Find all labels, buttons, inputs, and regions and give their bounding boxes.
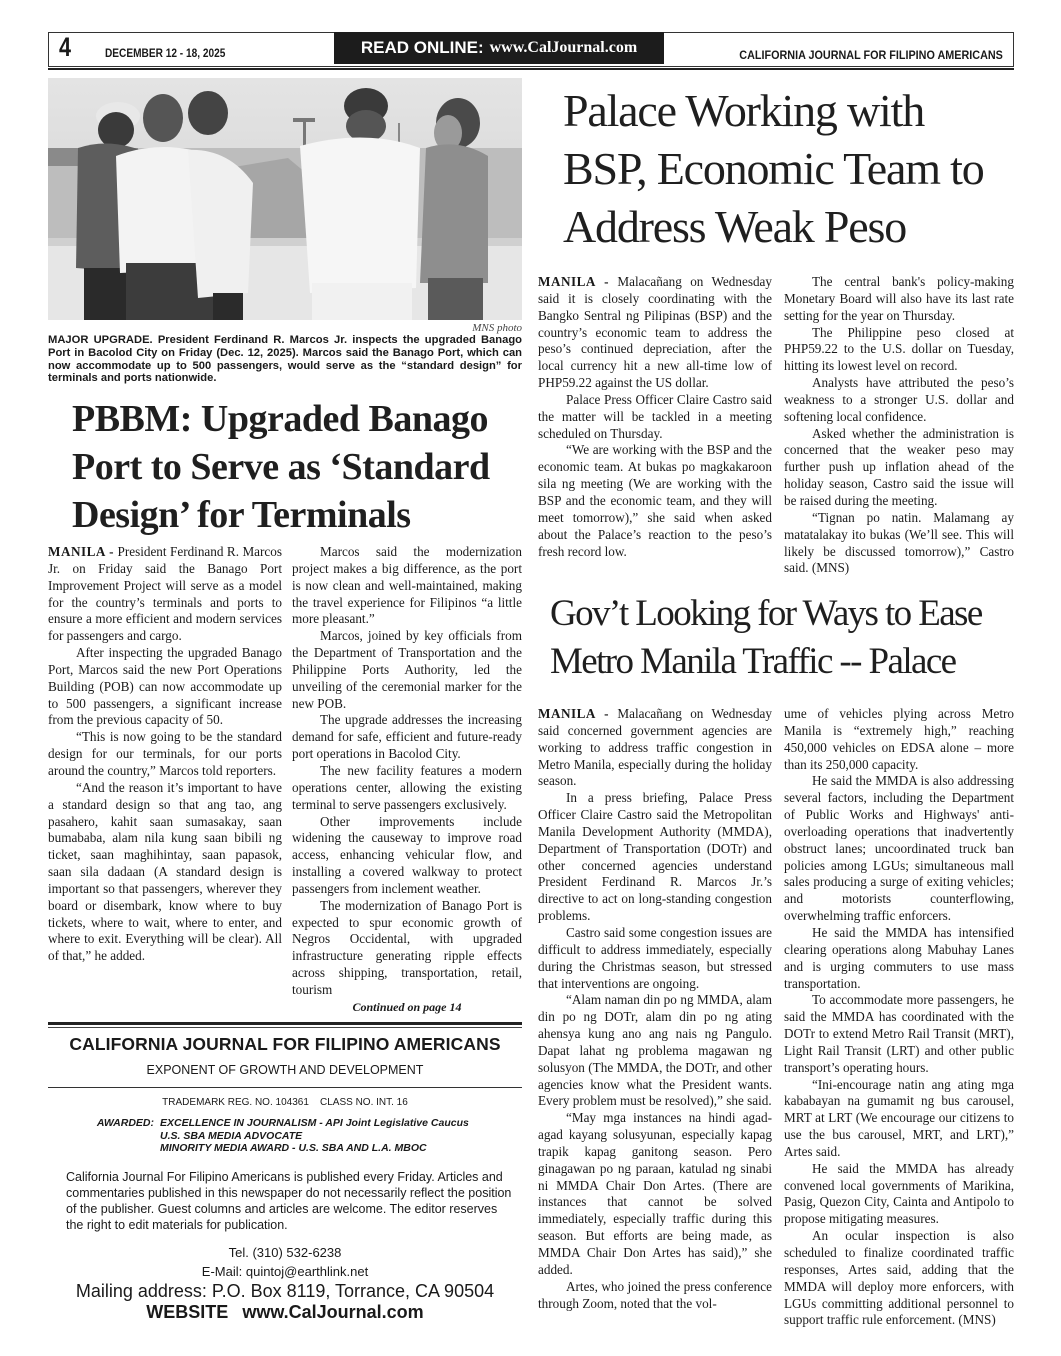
page-number: 4 [59, 32, 72, 62]
dateline: MANILA - [48, 544, 115, 559]
article-photo [48, 78, 522, 320]
continued-link[interactable]: Continued on page 14 [352, 999, 462, 1014]
awards-label: AWARDED: [96, 1117, 154, 1129]
publication-name: CALIFORNIA JOURNAL FOR FILIPINO AMERICANS [739, 48, 1003, 62]
award-item: U.S. SBA MEDIA ADVOCATE [160, 1129, 303, 1142]
photo-caption: MAJOR UPGRADE. President Ferdinand R. Marcos Jr. inspects the upgraded Banago Port in Bacolod City on Friday (Dec. 12, 2025). Marcos said the Banago Port, which can now accommodate up to 500 passengers, would serve as the “standard design” for terminals and ports nationwide. [48, 334, 522, 385]
article-paragraph: “We are working with the BSP and the economic team. At bukas po magkakaroon sila ng meeting (We are working with the BSP and the economic team, and they will meet tomorrow),” she said when asked about the Palace’s reaction to the peso’s fresh record low. [538, 442, 772, 559]
paragraph-text: Malacañang on Wednesday said concerned government agencies are working to address traffic congestion in Metro Manila, especially during the holiday season. [538, 706, 773, 789]
article-paragraph: ume of vehicles plying across Metro Manila is “extremely high,” reaching 450,000 vehicles on EDSA alone – more than its 250,000 capacity. [784, 706, 1014, 772]
article-paragraph: “Alam naman din po ng MMDA, alam din po ng DOTr, alam din po ng ating ahensya kung ano ang nais ng Pangulo. Dapat lahat ng problema magawan ng solusyon (The MMDA, the DOTr, and other agencies know what the President wants. Every problem must be resolved),” she said. [538, 992, 772, 1109]
publisher-mailing-address: Mailing address: P.O. Box 8119, Torrance, CA 90504 [75, 1280, 495, 1301]
article-paragraph: He said the MMDA is also addressing several factors, including the Department of Public Works and Highways' anti-overloading operations that inadvertently obstruct lanes; uncoordinated truck ban policies among LGUs; simultaneous mall sales producing a surge of exiting vehicles; and motorists counterflowing, overwhelming traffic enforcers. [784, 773, 1014, 924]
publisher-note: California Journal For Filipino Americans is published every Friday. Articles and commentaries published in this newspaper do not necessarily reflect the position of the publisher. Guest columns and articles are welcome. The editor reserves the right to edit materials for publication. [66, 1169, 512, 1232]
website-link[interactable]: www.CalJournal.com [242, 1301, 424, 1322]
masthead [48, 32, 1014, 66]
award-item: MINORITY MEDIA AWARD - U.S. SBA AND L.A. MBOC [160, 1142, 427, 1154]
article-paragraph: “Tignan po natin. Malamang ay matatalakay ito bukas (We’ll see. This will likely be discussed tomorrow),” Castro said. (MNS) [784, 509, 1014, 576]
publisher-divider [48, 1087, 522, 1088]
article-peso-column-2 [784, 274, 1014, 577]
publisher-box-rule [48, 1022, 522, 1028]
article-paragraph [48, 544, 282, 645]
publisher-email[interactable]: E-Mail: quintoj@earthlink.net [201, 1263, 369, 1279]
article-paragraph: An ocular inspection is also scheduled to finalize coordinated traffic responses, Artes said, adding that the MMDA will deploy more enforcers, with LGUs committing additional personnel to support traffic rule enforcement. (MNS) [784, 1228, 1014, 1328]
article-paragraph: Palace Press Officer Claire Castro said the matter will be tackled in a meeting scheduled on Thursday. [538, 391, 772, 441]
read-online-label: READ ONLINE: [360, 38, 484, 57]
headline-weak-peso: Palace Working with BSP, Economic Team to Address Weak Peso [563, 85, 984, 252]
article-paragraph: The central bank's policy-making Monetary Board will also have its last rate setting for the year on Thursday. [784, 274, 1014, 323]
article-paragraph: The upgrade addresses the increasing demand for safe, efficient and future-ready port operations in Bacolod City. [292, 712, 522, 762]
trademark-info: TRADEMARK REG. NO. 104361 CLASS NO. INT. 16 [162, 1097, 408, 1108]
article-banago-column-1 [48, 544, 282, 965]
publisher-website[interactable] [48, 1302, 522, 1323]
article-paragraph: “And the reason it’s important to have a standard design so that ang tao, ang pasahero, kahit saan sumasakay, saan bumababa, alam nila kung saan bibili ng ticket, saan maghihintay, saan papasok, saan sila dadaan (A standard design is important so that passengers, wherever they board or disembark, know where to buy tickets, where to wait, where to enter, and where to exit. Everything will be clear). All of that,” he added. [48, 779, 282, 964]
article-paragraph: To accommodate more passengers, he said the MMDA has coordinated with the DOTr to extend Metro Rail Transit (MRT), Light Rail Transit (LRT) and other public transport’s operating hours. [784, 992, 1014, 1075]
dateline: MANILA - [538, 274, 609, 289]
article-paragraph: In a press briefing, Palace Press Officer Claire Castro said the Metropolitan Manila Development Authority (MMDA), Department of Transportation (DOTr) and other concerned agencies understand President Ferdinand R. Marcos Jr.’s directive to act on long-standing congestion problems. [538, 790, 772, 924]
website-label: WEBSITE [146, 1301, 229, 1322]
read-online-link[interactable]: www.CalJournal.com [489, 39, 638, 56]
article-paragraph [538, 706, 772, 790]
award-item: EXCELLENCE IN JOURNALISM - API Joint Legislative Caucus [160, 1117, 469, 1129]
article-paragraph: Castro said some congestion issues are difficult to address immediately, especially during the Christmas season, but stressed that interventions are ongoing. [538, 924, 772, 991]
article-paragraph: Asked whether the administration is concerned that the weaker peso may further push up inflation ahead of the holiday season, Castro said the issue will be raised during the meeting. [784, 425, 1014, 508]
article-paragraph: Marcos, joined by key officials from the Department of Transportation and the Philippine Ports Authority, led the unveiling of the ceremonial marker for the new POB. [292, 628, 522, 711]
masthead-divider [48, 66, 1014, 70]
article-paragraph: “May mga instances na hindi agad-agad kayang solusyunan, especially kapag trapik kapag ganitong season. Pero ginagawan po ng paraan, katulad ng sinabi ni MMDA Chair Don Artes. (There are instances that cannot be solved immediately, especially traffic during this season. But efforts are being made, as MMDA Chair Don Artes has said),” she added. [538, 1110, 772, 1277]
article-paragraph: Other improvements include widening the causeway to improve road access, enhancing vehicular flow, and installing a covered walkway to protect passengers from inclement weather. [292, 813, 522, 896]
article-paragraph [538, 274, 772, 392]
publisher-tagline: EXPONENT OF GROWTH AND DEVELOPMENT [146, 1063, 424, 1077]
photo-credit: MNS photo [472, 322, 522, 334]
article-paragraph: He said the MMDA has intensified clearing operations along Mabuhay Lanes and is urging commuters to use mass transportation. [784, 924, 1014, 991]
awards-list [48, 1117, 522, 1155]
article-traffic-column-1 [538, 706, 772, 1312]
article-paragraph: Analysts have attributed the peso’s weakness to a stronger U.S. dollar and softening local confidence. [784, 375, 1014, 424]
publisher-box [48, 1022, 522, 1323]
article-banago-column-2 [292, 544, 522, 1016]
article-paragraph: The modernization of Banago Port is expected to spur economic growth of Negros Occidental, with upgraded infrastructure generating ripple effects across shipping, transportation, retail, tourism [292, 897, 522, 997]
port-inspection-photo [48, 78, 522, 320]
article-paragraph: Marcos said the modernization project makes a big difference, as the port is now clean and well-maintained, making the travel experience for Filipinos “a little more pleasant.” [292, 544, 522, 627]
paragraph-text: President Ferdinand R. Marcos Jr. on Friday said the Banago Port Improvement Project will serve as a model for the country’s terminals and ports to ensure a more efficient and modern services for passengers and cargo. [48, 544, 282, 644]
article-paragraph: After inspecting the upgraded Banago Port, Marcos said the new Port Operations Building (POB) can now accommodate up to 500 passengers, a significant increase from the previous capacity of 50. [48, 645, 282, 728]
publisher-title: CALIFORNIA JOURNAL FOR FILIPINO AMERICANS [69, 1034, 501, 1054]
read-online-banner[interactable] [334, 32, 664, 64]
paragraph-text: Malacañang on Wednesday said it is closely coordinating with the Bangko Sentral ng Pilipinas (BSP) and the country’s economic team to address the peso’s continued depreciation, after the local currency hit a new all-time low of PHP59.22 against the US dollar. [538, 274, 773, 391]
article-traffic-column-2 [784, 706, 1014, 1329]
article-paragraph: The Philippine peso closed at PHP59.22 to the U.S. dollar on Tuesday, hitting its lowest level on record. [784, 324, 1014, 374]
article-paragraph: The new facility features a modern operations center, allowing the existing terminal to serve passengers exclusively. [292, 762, 522, 812]
headline-banago-port: PBBM: Upgraded Banago Port to Serve as ‘Standard Design’ for Terminals [72, 398, 490, 536]
publisher-phone[interactable]: Tel. (310) 532-6238 [228, 1244, 342, 1260]
dateline: MANILA - [538, 706, 609, 721]
article-paragraph: He said the MMDA has already convened local governments of Marikina, Pasig, Quezon City, Cainta and Antipolo to propose mitigating measures. [784, 1160, 1014, 1227]
article-paragraph: “This is now going to be the standard design for our terminals, for our ports around the country,” Marcos told reporters. [48, 729, 282, 778]
headline-metro-manila-traffic: Gov’t Looking for Ways to Ease Metro Manila Traffic -- Palace [550, 593, 982, 682]
article-paragraph: Artes, who joined the press conference through Zoom, noted that the vol- [538, 1278, 772, 1311]
article-peso-column-1 [538, 274, 772, 560]
issue-date: DECEMBER 12 - 18, 2025 [105, 48, 226, 60]
article-paragraph: “Ini-encourage natin ang ating mga kababayan na gumamit ng bus carousel, MRT at LRT (We encourage our citizens to use the bus carousel, MRT, and LRT),” Artes said. [784, 1076, 1014, 1159]
